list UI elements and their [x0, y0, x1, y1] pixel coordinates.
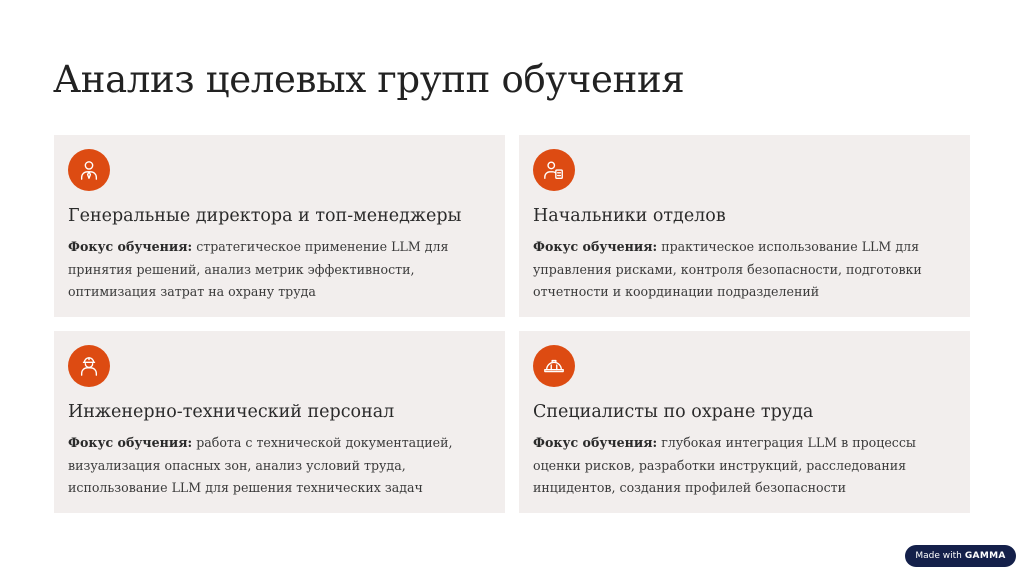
made-with-gamma-badge[interactable] [905, 545, 1016, 567]
card-executives [54, 135, 505, 317]
card-heading: Начальники отделов [533, 206, 726, 226]
focus-label: Фокус обучения: [533, 239, 658, 254]
card-heading: Специалисты по охране труда [533, 402, 814, 422]
card-focus-text [533, 432, 956, 500]
focus-description: практическое использование LLM для управления рисками, контроля безопасности, подготовки отчетности и координации подразделений [533, 239, 922, 299]
focus-description: работа с технической документацией, визуализация опасных зон, анализ условий труда, использование LLM для решения технических задач [68, 435, 453, 495]
hardhat-icon [533, 345, 575, 387]
engineer-hardhat-person-icon [68, 345, 110, 387]
focus-label: Фокус обучения: [68, 435, 193, 450]
card-engineering-staff [54, 331, 505, 513]
focus-label: Фокус обучения: [533, 435, 658, 450]
card-focus-text [68, 432, 491, 500]
manager-with-document-icon [533, 149, 575, 191]
focus-description: стратегическое применение LLM для принятия решений, анализ метрик эффективности, оптимизация затрат на охрану труда [68, 239, 449, 299]
card-safety-specialists [519, 331, 970, 513]
executive-person-icon [68, 149, 110, 191]
card-department-heads [519, 135, 970, 317]
card-focus-text [533, 236, 956, 304]
card-focus-text [68, 236, 491, 304]
card-heading: Генеральные директора и топ-менеджеры [68, 206, 462, 226]
page-title: Анализ целевых групп обучения [53, 58, 685, 101]
card-heading: Инженерно-технический персонал [68, 402, 395, 422]
gamma-logo: GAMMA [964, 551, 1006, 561]
badge-made-with-label: Made with [915, 551, 962, 561]
focus-label: Фокус обучения: [68, 239, 193, 254]
focus-description: глубокая интеграция LLM в процессы оценки рисков, разработки инструкций, расследования инцидентов, создания профилей безопасности [533, 435, 916, 495]
